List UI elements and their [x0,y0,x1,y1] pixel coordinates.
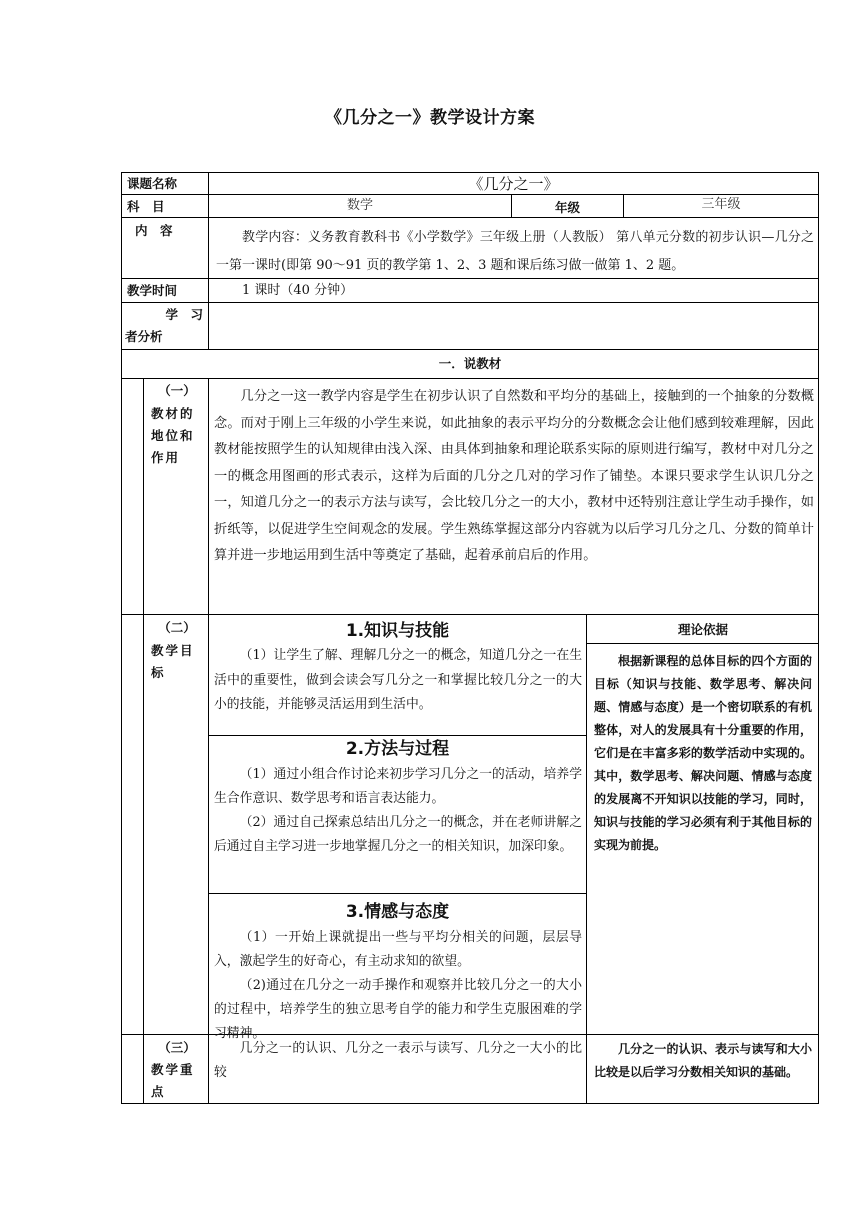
goal1-title: 1.知识与技能 [345,621,450,641]
goal3-title: 3.情感与态度 [345,902,450,922]
document-title: 《几分之一》教学设计方案 [325,108,535,128]
part1-text: 几分之一这一教学内容是学生在初步认识了自然数和平均分的基础上，接触到的一个抽象的分数概念。而对于刚上三年级的小学生来说，如此抽象的表示平均分的分数概念会让他们感到较难理解，因此教材能按照学生的认知规律由浅入深、由具体到抽象和理论联系实际的原则进行编写，教材中对几分之一的概念用图画的形式表示，这样为后面的几分之几对的学习作了铺垫。本课只要求学生认识几分之一，知道几分之一的表示方法与读写，会比较几分之一的大小，教材中还特别注意让学生动手操作，如折纸等，以促进学生空间观念的发展。学生熟练掌握这部分内容就为以后学习几分之几、分数的简单计算并进一步地运用到生活中等奠定了基础，起着承前启后的作用。 [214,389,814,563]
goal1-text: （1）让学生了解、理解几分之一的概念，知道几分之一在生活中的重要性，做到会读会写几分之一和掌握比较几分之一的大小的技能，并能够灵活运用到生活中。 [214,648,582,712]
rule [121,302,819,303]
course-label: 课题名称 [127,176,178,191]
rule [143,378,144,1104]
part3-label-line: 点 [151,1084,164,1099]
subject-label: 科 目 [127,199,165,214]
rule [121,172,122,1104]
part2-label-line: 教学目 [151,643,195,658]
time-label: 教学时间 [127,283,178,298]
goal3-p2: （2)通过在几分之一动手操作和观察并比较几分之一的大小的过程中，培养学生的独立思考自学的能力和学生克服困难的学习精神。 [214,978,582,1041]
part3-label-line: 教学重 [151,1062,195,1077]
theory-title: 理论依据 [677,622,728,637]
part1-label-line: 教材的 [151,406,195,421]
part2-number: （二） [158,620,196,635]
rule [121,217,819,218]
part3-number: （三） [158,1040,196,1055]
goal2-p1: （1）通过小组合作讨论来初步学习几分之一的活动，培养学生合作意识、数学思考和语言表达能力。 [214,767,582,806]
lesson-plan-table [121,172,819,1104]
rule [121,614,819,615]
content-label: 内 容 [135,223,173,238]
part3-text: 几分之一的认识、几分之一表示与读写、几分之一大小的比较 [214,1041,582,1080]
part1-number: （一） [158,383,196,398]
rule [208,893,586,894]
theory-text: 根据新课程的总体目标的四个方面的目标（知识与技能、数学思考、解决问题、情感与态度）是一个密切联系的有机整体，对人的发展具有十分重要的作用，它们是在丰富多彩的数学活动中实现的。其中，数学思考、解决问题、情感与态度的发展离不开知识以技能的学习，同时，知识与技能的学习必须有利于其他目标的实现为前提。 [594,654,812,852]
rule [121,378,819,379]
time-value: 1 课时（40 分钟） [242,283,354,298]
learner-label-line2: 者分析 [125,329,163,344]
content-value: 教学内容：义务教育教科书《小学数学》三年级上册（人教版） 第八单元分数的初步认识—几分之一第一课时(即第 90～91 页的教学第 1、2、3 题和课后练习做一做第 1、2 题。 [216,230,814,273]
learner-label-line1: 学 习 [165,307,203,322]
part1-label-line: 地位和 [151,428,195,443]
section-header: 一．说教材 [438,356,502,371]
goal3-p1: （1）一开始上课就提出一些与平均分相关的问题，层层导入，激起学生的好奇心，有主动求知的欲望。 [214,930,582,969]
part2-label-line: 标 [151,665,164,680]
rule [121,1103,819,1104]
goal2-title: 2.方法与过程 [345,739,450,759]
part3-theory-text: 几分之一的认识、表示与读写和大小比较是以后学习分数相关知识的基础。 [594,1042,812,1079]
part1-label-line: 作用 [151,450,181,465]
subject-value: 数学 [346,198,373,213]
rule [586,614,587,1104]
course-value: 《几分之一》 [468,175,559,193]
grade-label: 年级 [554,200,580,215]
grade-value: 三年级 [701,197,741,212]
goal2-p2: （2）通过自己探索总结出几分之一的概念，并在老师讲解之后通过自主学习进一步地掌握几分之一的相关知识，加深印象。 [214,815,582,854]
